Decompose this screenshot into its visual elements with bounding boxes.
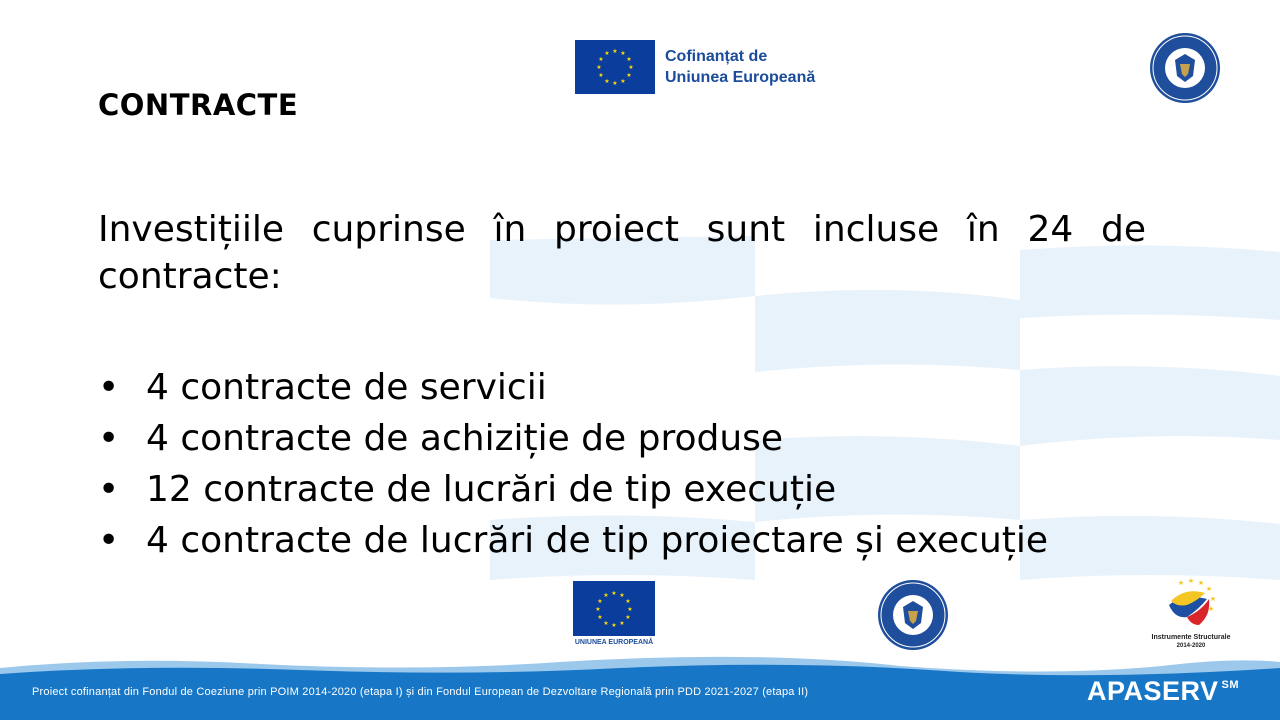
svg-text:★: ★ (603, 620, 609, 627)
eu-flag-icon (575, 40, 655, 94)
svg-text:★: ★ (625, 598, 631, 605)
bullet-icon: • (98, 520, 120, 561)
svg-text:★: ★ (604, 78, 610, 85)
list-item (98, 362, 1048, 413)
svg-text:★: ★ (596, 64, 602, 71)
svg-text:★: ★ (598, 72, 604, 79)
eu-flag-icon (573, 581, 655, 636)
list-item-text: 12 contracte de lucrări de tip execuție (146, 469, 837, 510)
svg-text:★: ★ (611, 590, 617, 597)
list-item (98, 413, 1048, 464)
svg-text:★: ★ (612, 48, 618, 55)
footer-funding-text: Proiect cofinanțat din Fondul de Coeziune prin POIM 2014-2020 (etapa I) și din Fondul European de Dezvoltare Regională prin PDD 2021-2027 (etapa II) (32, 686, 809, 698)
eu-cofinancing-badge (575, 40, 835, 96)
is-logo-caption: Instrumente Structurale (1151, 634, 1231, 641)
eu-logo-caption: UNIUNEA EUROPEANĂ (574, 639, 654, 646)
svg-text:★: ★ (619, 620, 625, 627)
list-item-text: 4 contracte de servicii (146, 367, 547, 408)
list-item-text: 4 contracte de achiziție de produse (146, 418, 784, 459)
contracts-list (98, 362, 1048, 566)
svg-text:★: ★ (1209, 595, 1217, 603)
svg-text:★: ★ (1205, 585, 1213, 593)
eu-logo (573, 581, 655, 651)
svg-text:★: ★ (1197, 579, 1205, 587)
svg-text:★: ★ (1177, 579, 1185, 587)
is-logo-years: 2014-2020 (1176, 643, 1206, 649)
svg-text:★: ★ (619, 592, 625, 599)
instrumente-structurale-logo (1143, 575, 1239, 655)
svg-text:★: ★ (604, 50, 610, 57)
svg-text:★: ★ (1187, 577, 1195, 585)
list-item (98, 515, 1048, 566)
guvernul-romaniei-seal-icon (1149, 32, 1221, 104)
intro-paragraph: Investițiile cuprinse în proiect sunt incluse în 24 de contracte: (98, 209, 1146, 297)
apaserv-service-mark: SM (1221, 679, 1240, 691)
eu-badge-line2: Uniunea Europeană (665, 69, 816, 86)
slide-title: CONTRACTE (98, 88, 299, 122)
bullet-icon: • (98, 418, 120, 459)
list-item (98, 464, 1048, 515)
svg-text:★: ★ (627, 606, 633, 613)
svg-text:★: ★ (626, 56, 632, 63)
apaserv-brand: APASERV (1087, 676, 1219, 706)
svg-text:★: ★ (620, 78, 626, 85)
svg-text:★: ★ (1207, 605, 1215, 613)
instrumente-structurale-icon (1143, 575, 1239, 633)
svg-text:★: ★ (598, 56, 604, 63)
svg-text:★: ★ (628, 64, 634, 71)
svg-text:★: ★ (597, 614, 603, 621)
list-item-text: 4 contracte de lucrări de tip proiectare și execuție (146, 520, 1049, 561)
svg-text:★: ★ (626, 72, 632, 79)
bullet-icon: • (98, 469, 120, 510)
guvernul-romaniei-seal-icon (877, 579, 949, 651)
svg-text:★: ★ (620, 50, 626, 57)
svg-text:★: ★ (595, 606, 601, 613)
svg-text:★: ★ (611, 622, 617, 629)
bullet-icon: • (98, 367, 120, 408)
svg-text:★: ★ (603, 592, 609, 599)
svg-text:★: ★ (597, 598, 603, 605)
svg-text:★: ★ (625, 614, 631, 621)
apaserv-logo (1087, 676, 1239, 707)
eu-badge-line1: Cofinanțat de (665, 48, 768, 65)
svg-text:★: ★ (612, 80, 618, 87)
eu-badge-text (665, 46, 815, 88)
